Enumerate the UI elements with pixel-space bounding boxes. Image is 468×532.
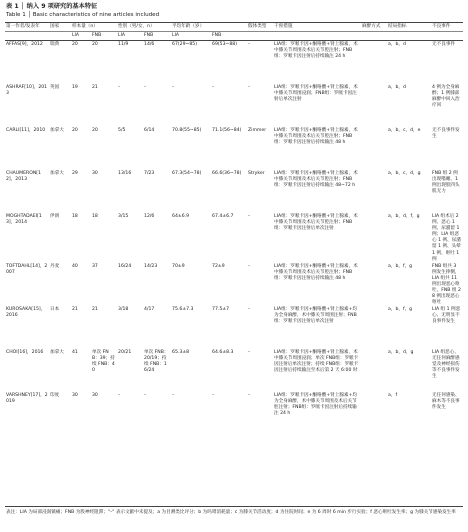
cell-age-lia: 67.3(54~78)	[172, 171, 202, 177]
cell-sex-lia: 3/18	[118, 307, 129, 313]
cell-n-fnb: 30	[92, 171, 98, 177]
cell-country: 加拿大	[50, 350, 64, 356]
header-country: 国家	[50, 24, 60, 29]
cell-intervention: LIA组：罗哌卡因+酮咯酸+肾上腺素+均为全身麻醉，术中膝关节周围注射；FNB组：罗哌卡因注射后单次注射	[274, 307, 357, 325]
table-row	[5, 127, 463, 170]
cell-country: 印度	[50, 393, 60, 399]
cell-sex-lia: 3/15	[118, 214, 129, 220]
cell-n-fnb: 21	[92, 307, 98, 313]
cell-outcome: a，b，d	[388, 42, 406, 48]
cell-sex-fnb: 7/23	[144, 171, 155, 177]
cell-outcome: a，b，f，g	[388, 263, 413, 269]
cell-intervention: LIA组：罗哌卡因+酮咯酸+肾上腺素，术中膝关节周围浸润；FNB组：罗哌卡因注射后单次注射	[274, 85, 358, 103]
cell-prosthesis: –	[248, 214, 251, 220]
table-row	[5, 84, 463, 127]
cell-n-lia: 19	[72, 85, 78, 91]
cell-anesthesia	[361, 84, 387, 127]
header-anesthesia: 麻醉方式	[362, 24, 381, 29]
table-row	[5, 170, 463, 213]
sub-lia: LIA	[71, 32, 91, 41]
cell-anesthesia	[361, 392, 387, 435]
cell-n-fnb: 37	[92, 263, 98, 269]
cell-age-lia: 70.8(55~85)	[172, 128, 202, 134]
sub-fnb: FNB	[211, 32, 247, 41]
table-row	[5, 306, 463, 349]
subheader-row	[5, 32, 463, 41]
cell-author: CHAUMERON[12]，2013	[6, 171, 41, 183]
cell-prosthesis: –	[248, 393, 251, 399]
cell-sex-lia: 16/24	[118, 263, 132, 269]
table-row	[5, 213, 463, 263]
table-title-cn: 表 1 │ 纳入 9 项研究的基本特征	[6, 3, 98, 10]
cell-adverse: 无任何感染、麻木等不良事件发生	[432, 393, 460, 411]
cell-outcome: a，b，d，g	[388, 350, 414, 356]
cell-outcome: a，b，c，d，e	[388, 128, 421, 134]
cell-n-lia: 18	[72, 214, 78, 220]
cell-sex-fnb: 14/6	[144, 42, 155, 48]
cell-outcome: a，b，f，g	[388, 307, 413, 313]
cell-intervention: LIA组：罗哌卡因+酮咯酸+肾上腺素+均为全身麻醉，术中膝关节周围及术后关节腔注射；FNB组：罗哌卡因注射后持续输注 24 h	[274, 393, 357, 417]
cell-adverse: 无不良事件	[432, 42, 456, 48]
cell-author: CHOI[16]，2016	[6, 350, 44, 356]
cell-n-lia: 21	[72, 307, 78, 313]
cell-age-fnb: –	[212, 85, 215, 91]
cell-intervention: LIA组：罗哌卡因+酮咯酸+肾上腺素，术中膝关节周围及术后关节腔注射；FNB组：罗哌卡因注射后持续输注 48 h	[274, 263, 358, 281]
cell-prosthesis: –	[248, 263, 251, 269]
cell-country: 丹麦	[50, 263, 60, 269]
cell-sex-fnb: –	[144, 85, 147, 91]
cell-anesthesia	[361, 41, 387, 85]
cell-anesthesia	[361, 213, 387, 263]
cell-anesthesia	[361, 170, 387, 213]
header-adverse: 不良事件	[432, 24, 451, 29]
cell-anesthesia	[361, 349, 387, 392]
cell-sex-lia: 20/21	[118, 350, 132, 356]
table-footnote: 表注：LIA 为局部浸润镇痛；FNB 为股神经阻滞；"–" 表示文献中未提及；a 为目测类比评分；b 为吗啡消耗量；c 为膝关节活动度；d 为住院时间；e 为 6 周时 6 min 步行实验；f 恶心呕吐发生率；g 为膝关节感染发生率	[6, 510, 456, 515]
bottom-rule	[5, 506, 463, 507]
cell-age-lia: 64±6.9	[172, 214, 190, 220]
cell-sex-lia: 11/9	[118, 42, 129, 48]
cell-age-fnb: 67.4±6.7	[212, 214, 234, 220]
cell-age-lia: –	[172, 85, 175, 91]
header-row	[5, 23, 463, 32]
cell-age-fnb: 72±9	[212, 263, 225, 269]
cell-outcome: a，f	[388, 393, 398, 399]
table-row	[5, 41, 463, 85]
cell-country: 英国	[50, 85, 60, 91]
cell-author: CARLI[11]，2010	[6, 128, 46, 134]
cell-n-fnb: 20	[92, 128, 98, 134]
cell-n-lia: 20	[72, 42, 78, 48]
header-author: 第一作者/发表年	[6, 24, 40, 29]
cell-adverse: 4 例为全身麻醉；1 例膝部麻醉中回入治疗回	[432, 85, 460, 109]
header-age: 平均年龄（岁）	[172, 24, 205, 29]
cell-adverse: LIA 组 1 例恶心、无明显不良事件发生	[432, 307, 461, 325]
header-sex: 性别（男/女，n）	[118, 24, 155, 29]
cell-author: ASHRAF[10]，2013	[6, 85, 48, 97]
cell-age-fnb: 77.5±7	[212, 307, 230, 313]
cell-age-lia: 67(29~85)	[172, 42, 197, 48]
cell-country: 加拿大	[50, 128, 64, 134]
sub-fnb: FNB	[91, 32, 117, 41]
characteristics-table	[5, 23, 463, 435]
cell-adverse: LIA 组术后 2 例、恶心 1 例、尿潴留 1 例；LIA 组恶心 1 例、尿潴留 1 例、头晕 1 例、呕吐 1 例	[432, 214, 461, 262]
cell-intervention: LIA组：罗哌卡因+酮咯酸+肾上腺素，术中膝关节周围浸润；单次 FNB组：罗哌卡因注射后单次注射；持续 FNB组：罗哌卡因注射后持续输注至术后第 2 天 6:00 时	[274, 350, 359, 374]
table-title-en: Table 1 │ Basic characteristics of nine articles included	[6, 12, 160, 18]
cell-intervention: LIA组：罗哌卡因+酮咯酸+肾上腺素，术中膝关节周围及术后关节腔注射；FNB组：罗哌卡因注射后单次注射	[274, 214, 358, 232]
cell-sex-fnb: 6/14	[144, 128, 155, 134]
table-row	[5, 263, 463, 306]
cell-age-lia: 70±9	[172, 263, 185, 269]
cell-age-fnb: –	[212, 393, 215, 399]
cell-intervention: LIA组：罗哌卡因+酮咯酸+肾上腺素，术中膝关节周围及术后关节腔注射；FNB组：罗哌卡因注射后持续输注 48~72 h	[274, 171, 358, 189]
cell-n-fnb: 30	[92, 393, 98, 399]
cell-author: TOFTDAHL[14]，2007	[6, 263, 48, 275]
cell-adverse: FNB 组 2 例出现嗜睡、1 例出现股四头肌无力	[432, 171, 460, 195]
cell-sex-fnb: –	[144, 393, 147, 399]
cell-country: 日本	[50, 307, 60, 313]
table-row	[5, 349, 463, 392]
cell-prosthesis: –	[248, 350, 251, 356]
cell-sex-lia: –	[118, 393, 121, 399]
cell-outcome: a，b，d	[388, 85, 406, 91]
cell-age-fnb: 71.1(56~84)	[212, 128, 242, 134]
cell-country: 瑞典	[50, 42, 60, 48]
cell-adverse: LIA 组恶心、无任何麻醉感觉及神经损伤等不良事件发生	[432, 350, 460, 380]
cell-author: VARSHNEY[17]，2019	[6, 393, 48, 405]
cell-n-lia: 29	[72, 171, 78, 177]
cell-sex-fnb: 14/23	[144, 263, 158, 269]
cell-sex-fnb: 4/17	[144, 307, 155, 313]
cell-prosthesis: Zimmer	[248, 128, 267, 134]
sub-lia: LIA	[171, 32, 211, 41]
cell-anesthesia	[361, 306, 387, 349]
cell-n-lia: 41	[72, 350, 78, 356]
sub-lia: LIA	[117, 32, 143, 41]
cell-anesthesia	[361, 127, 387, 170]
header-intervention: 干预措施	[274, 24, 293, 29]
cell-country: 伊朗	[50, 214, 60, 220]
cell-n-fnb: 21	[92, 85, 98, 91]
cell-outcome: a，b，c，d，g	[388, 171, 421, 177]
header-prosthesis: 假体类型	[248, 24, 267, 29]
cell-n-fnb: 18	[92, 214, 98, 220]
header-outcome: 结局指标	[388, 24, 407, 29]
sub-fnb: FNB	[143, 32, 171, 41]
cell-n-lia: 20	[72, 128, 78, 134]
cell-age-lia: 75.6±7.3	[172, 307, 194, 313]
cell-anesthesia	[361, 263, 387, 306]
cell-country: 加拿大	[50, 171, 64, 177]
cell-sex-fnb: 单次 FNB：20/19；持续 FNB：16/24	[144, 350, 169, 374]
cell-prosthesis: –	[248, 42, 251, 48]
table-row	[5, 392, 463, 435]
cell-author: KUROSAKA[15]，2016	[6, 307, 46, 319]
cell-author: MOGHTADAEI[13]，2014	[6, 214, 42, 226]
cell-n-lia: 40	[72, 263, 78, 269]
cell-prosthesis: –	[248, 307, 251, 313]
cell-n-lia: 30	[72, 393, 78, 399]
cell-prosthesis: Stryker	[248, 171, 265, 177]
cell-author: AFFAS[9]，2012	[6, 42, 43, 48]
cell-outcome: a，b，d，f，g	[388, 214, 420, 220]
cell-age-lia: –	[172, 393, 175, 399]
cell-age-lia: 65.3±8	[172, 350, 190, 356]
cell-adverse: FNB 组共 3 例发生摔倒，LIA 组共 11 例出现恶心呕吐、FNB 组 28 例出现恶心呕吐	[432, 263, 461, 305]
cell-n-fnb: 单次 FNB：39；持续 FNB：40	[92, 350, 115, 374]
cell-sex-lia: 5/5	[118, 128, 126, 134]
cell-intervention: LIA组：罗哌卡因+酮咯酸+肾上腺素，术中膝关节周围及术后关节腔注射；FNB组：罗哌卡因注射后持续输注 24 h	[274, 42, 358, 60]
header-sample: 样本量（n）	[72, 24, 98, 29]
cell-sex-lia: –	[118, 85, 121, 91]
cell-intervention: LIA组：罗哌卡因+酮咯酸+肾上腺素，术中膝关节周围及术后关节腔注射；FNB组：罗哌卡因注射后持续输注 48 h	[274, 128, 358, 146]
cell-sex-lia: 13/16	[118, 171, 132, 177]
cell-age-fnb: 64.6±8.3	[212, 350, 234, 356]
cell-n-fnb: 20	[92, 42, 98, 48]
cell-age-fnb: 69(53~88)	[212, 42, 237, 48]
cell-adverse: 无不良事件发生	[432, 128, 460, 140]
cell-age-fnb: 66.6(36~78)	[212, 171, 242, 177]
cell-sex-fnb: 12/6	[144, 214, 155, 220]
cell-prosthesis: –	[248, 85, 251, 91]
